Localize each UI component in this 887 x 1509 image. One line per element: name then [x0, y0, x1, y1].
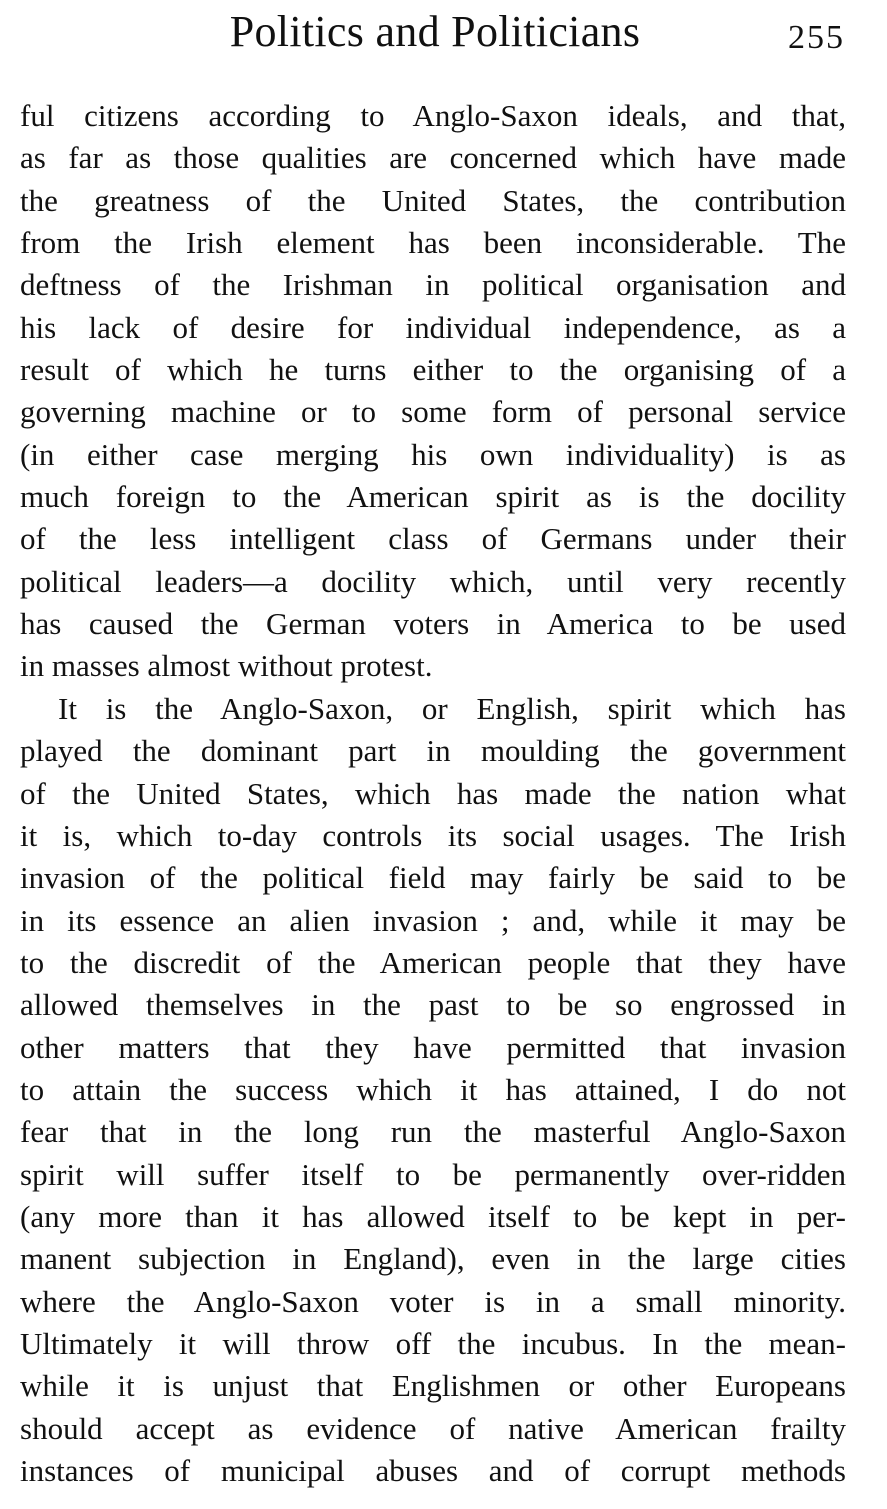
- running-head: [0, 4, 887, 60]
- text-line: played the dominant part in moulding the government: [20, 733, 846, 769]
- text-line: other matters that they have permitted that invasion: [20, 1029, 846, 1065]
- text-line: has caused the German voters in America to be used: [20, 606, 846, 642]
- text-line: it is, which to-day controls its social usages. The Irish: [20, 817, 846, 853]
- text-line: ful citizens according to Anglo-Saxon ideals, and that,: [20, 98, 846, 133]
- text-line: (in either case merging his own individuality) is as: [20, 436, 846, 472]
- paragraph-1: [20, 95, 846, 688]
- page-number: 255: [788, 19, 845, 56]
- text-line: of the less intelligent class of Germans under their: [20, 521, 846, 557]
- body-text: [20, 95, 846, 1492]
- text-line: invasion of the political field may fairly be said to be: [20, 860, 846, 896]
- text-line: in masses almost without protest.: [20, 648, 433, 684]
- text-line: deftness of the Irishman in political organisation and: [20, 267, 846, 303]
- text-line: political leaders—a docility which, until very recently: [20, 563, 846, 599]
- text-line: Ultimately it will throw off the incubus. In the mean-: [20, 1325, 846, 1361]
- text-line: from the Irish element has been inconsiderable. The: [20, 225, 846, 261]
- text-line: instances of municipal abuses and of corrupt methods: [20, 1453, 846, 1488]
- text-line: the greatness of the United States, the contribution: [20, 182, 846, 218]
- text-line: to attain the success which it has attained, I do not: [20, 1071, 846, 1107]
- text-line: governing machine or to some form of personal service: [20, 394, 846, 430]
- text-line: fear that in the long run the masterful Anglo-Saxon: [20, 1114, 846, 1150]
- text-line: It is the Anglo-Saxon, or English, spirit which has: [58, 690, 846, 726]
- text-line: should accept as evidence of native American frailty: [20, 1410, 846, 1446]
- paragraph-2: [20, 688, 846, 1493]
- text-line: much foreign to the American spirit as is the docility: [20, 479, 846, 515]
- text-line: his lack of desire for individual independence, as a: [20, 309, 846, 345]
- text-line: to the discredit of the American people that they have: [20, 944, 846, 980]
- text-line: manent subjection in England), even in the large cities: [20, 1241, 846, 1277]
- running-title: Politics and Politicians: [229, 7, 641, 56]
- text-line: allowed themselves in the past to be so engrossed in: [20, 987, 846, 1023]
- text-line: while it is unjust that Englishmen or other Europeans: [20, 1368, 846, 1404]
- text-line: as far as those qualities are concerned which have made: [20, 140, 846, 176]
- text-line: where the Anglo-Saxon voter is in a small minority.: [20, 1283, 846, 1319]
- text-line: spirit will suffer itself to be permanently over-ridden: [20, 1156, 846, 1192]
- text-line: result of which he turns either to the organising of a: [20, 352, 846, 388]
- text-line: of the United States, which has made the nation what: [20, 775, 846, 811]
- text-line: (any more than it has allowed itself to be kept in per-: [20, 1198, 846, 1234]
- text-line: in its essence an alien invasion ; and, while it may be: [20, 902, 846, 938]
